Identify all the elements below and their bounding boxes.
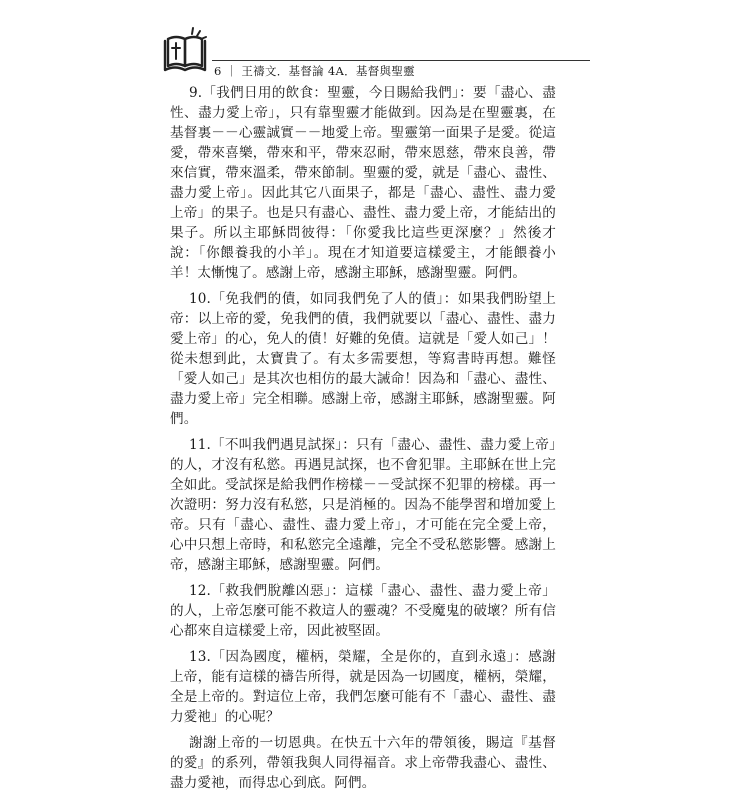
paragraph-13: 13.「因為國度，權柄，榮耀，全是你的，直到永遠」：感謝上帝，能有這樣的禱告所得，就是因為一切國度，權柄，榮耀，全是上帝的。對這位上帝，我們怎麼可能有不「盡心、盡性、盡力愛祂」的心呢？: [170, 649, 556, 725]
open-book-cross-icon: [160, 26, 210, 76]
header-rule: [212, 60, 590, 61]
paragraph-10: 10.「免我們的債，如同我們免了人的債」：如果我們盼望上帝：以上帝的愛，免我們的債，我們就要以「盡心、盡性、盡力愛上帝」的心，免人的債！好難的免債。這就是「愛人如己」！從未想到此，太寶貴了。有太多需要想，等寫書時再想。難怪「愛人如己」是其次也相仿的最大誡命！因為和「盡心、盡性、盡力愛上帝」完全相聯。感謝上帝，感謝主耶穌，感謝聖靈。阿們。: [170, 291, 556, 427]
page-number: 6: [214, 64, 222, 78]
page-body: [170, 83, 556, 799]
paragraph-11: 11.「不叫我們遇見試探」：只有「盡心、盡性、盡力愛上帝」的人，才沒有私慾。再遇見試探，也不會犯罪。主耶穌在世上完全如此。受試探是給我們作榜樣－－受試探不犯罪的榜樣。再一次證明：努力沒有私慾，只是消極的。因為不能學習和增加愛上帝。只有「盡心、盡性、盡力愛上帝」，才可能在完全愛上帝，心中只想上帝時，和私慾完全遠離，完全不受私慾影響。感謝上帝，感謝主耶穌，感謝聖靈。阿們。: [170, 437, 556, 573]
paragraph-12: 12.「救我們脫離凶惡」：這樣「盡心、盡性、盡力愛上帝」的人，上帝怎麼可能不救這人的靈魂？不受魔鬼的破壞？所有信心都來自這樣愛上帝，因此被堅固。: [170, 583, 556, 639]
closing-paragraph: 謝謝上帝的一切恩典。在快五十六年的帶領後，賜這『基督的愛』的系列，帶領我與人同得福音。求上帝帶我盡心、盡性、盡力愛祂，而得忠心到底。阿們。: [170, 735, 556, 791]
running-title: 王禱文．基督論 4A．基督與聖靈: [241, 64, 415, 78]
running-header: 6 ｜ 王禱文．基督論 4A．基督與聖靈: [214, 64, 415, 78]
paragraph-9: 9.「我們日用的飲食：聖靈，今日賜給我們」：要「盡心、盡性、盡力愛上帝」，只有靠聖靈才能做到。因為是在聖靈裏，在基督裏－－心靈誠實－－地愛上帝。聖靈第一面果子是愛。從這愛，帶來喜樂，帶來和平，帶來忍耐，帶來恩慈，帶來良善，帶來信實，帶來溫柔，帶來節制。聖靈的愛，就是「盡心、盡性、盡力愛上帝」。因此其它八面果子，都是「盡心、盡性、盡力愛上帝」的果子。也是只有盡心、盡性、盡力愛上帝，才能結出的果子。所以主耶穌問彼得：「你愛我比這些更深麼？」然後才說：「你餵養我的小羊」。現在才知道要這樣愛主，才能餵養小羊！太慚愧了。感謝上帝，感謝主耶穌，感謝聖靈。阿們。: [170, 85, 556, 281]
